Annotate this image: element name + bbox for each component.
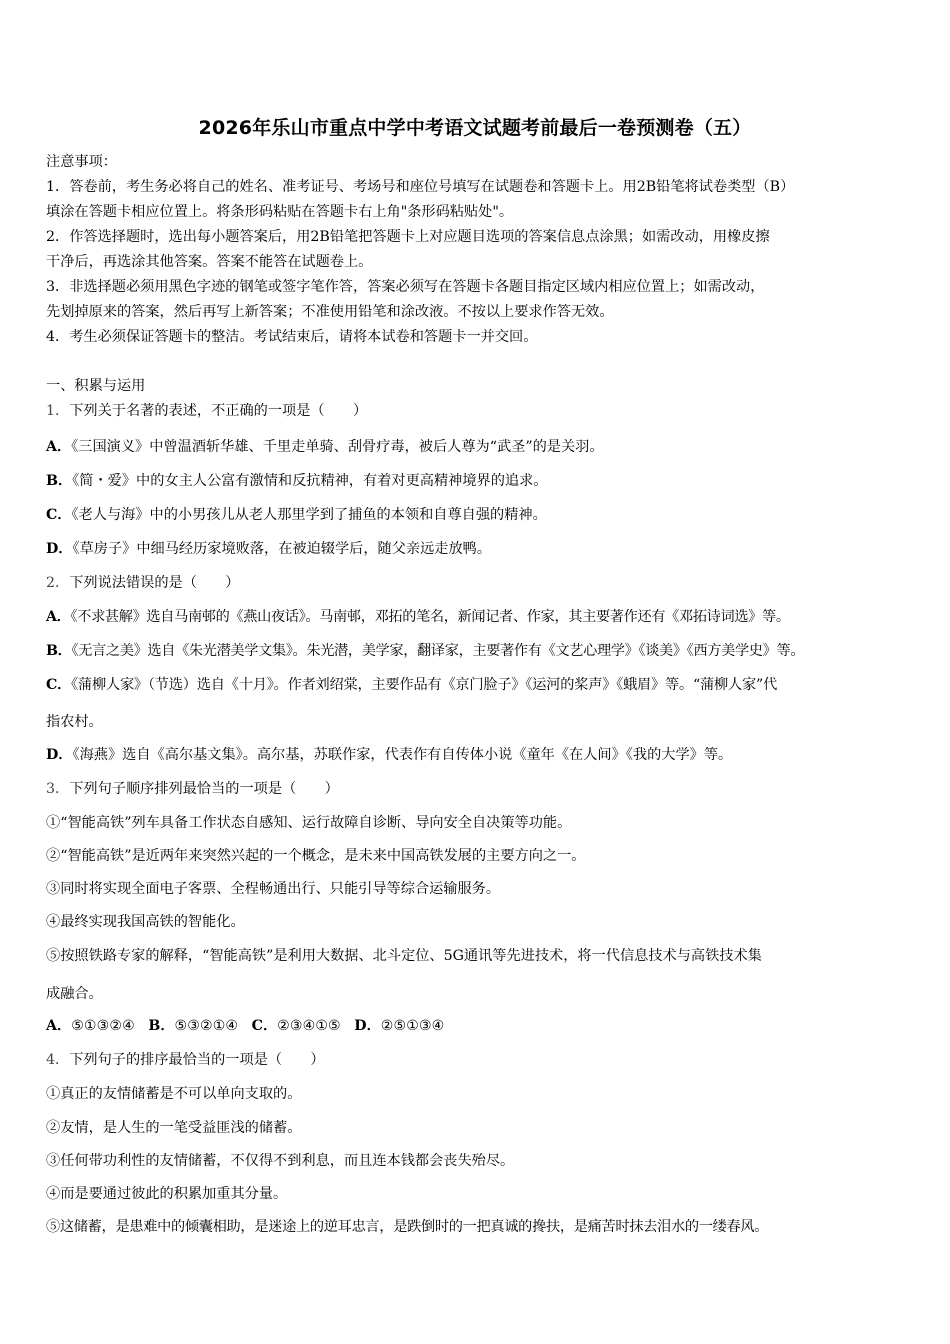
q2-option-d (46, 746, 732, 764)
option-text: 《蒲柳人家》（节选）选自《十月》。作者刘绍棠，主要作品有《京门脸子》《运河的桨声》《蛾眉》等。“蒲柳人家”代 (71, 677, 778, 693)
choice-text: ⑤③②①④ (174, 1018, 239, 1034)
notice-heading: 注意事项： (46, 154, 117, 170)
question-1-stem (46, 402, 367, 420)
option-text: 《海燕》选自《高尔基文集》。高尔基，苏联作家，代表作有自传体小说《童年《在人间》《我的大学》等。 (72, 747, 733, 763)
notice-line-1: 1．答卷前，考生务必将自己的姓名、准考证号、考场号和座位号填写在试题卷和答题卡上。用2B铅笔将试卷类型（B） (46, 179, 795, 195)
option-label: B． (46, 643, 72, 659)
choice-label: C． (251, 1018, 278, 1034)
choice-text: ⑤①③②④ (71, 1018, 135, 1034)
q3-item-1: ①“智能高铁”列车具备工作状态自感知、运行故障自诊断、导向安全自决策等功能。 (46, 815, 572, 831)
option-label: A． (46, 609, 71, 625)
question-text: 下列关于名著的表述，不正确的一项是（ ） (69, 403, 368, 419)
question-number: 1． (46, 403, 70, 419)
q1-option-b (46, 472, 547, 490)
question-number: 2． (46, 575, 70, 591)
notice-line-7: 4．考生必须保证答题卡的整洁。考试结束后，请将本试卷和答题卡一并交回。 (46, 329, 538, 345)
option-text: 《不求甚解》选自马南邨的《燕山夜话》。马南邨，邓拓的笔名，新闻记者、作家，其主要著作还有《邓拓诗词选》等。 (70, 609, 790, 625)
section-heading: 一、积累与运用 (46, 378, 146, 394)
q3-choices (46, 1017, 444, 1035)
option-label: D． (46, 747, 73, 763)
choice-text: ②⑤①③④ (380, 1018, 445, 1034)
notice-line-2: 填涂在答题卡相应位置上。将条形码粘贴在答题卡右上角"条形码粘贴处"。 (46, 204, 514, 220)
option-text: 《三国演义》中曾温酒斩华雄、千里走单骑、刮骨疗毒，被后人尊为“武圣”的是关羽。 (71, 439, 604, 455)
q3-item-5-continued: 成融合。 (46, 986, 103, 1002)
option-label: C． (46, 507, 72, 523)
question-number: 4． (46, 1052, 70, 1068)
q1-option-a (46, 438, 604, 456)
notice-line-6: 先划掉原来的答案，然后再写上新答案；不准使用铅笔和涂改液。不按以上要求作答无效。 (46, 304, 614, 320)
question-text: 下列句子的排序最恰当的一项是（ ） (69, 1052, 325, 1068)
q3-item-2: ②“智能高铁”是近两年来突然兴起的一个概念，是未来中国高铁发展的主要方向之一。 (46, 848, 586, 864)
option-label: B． (46, 473, 73, 489)
option-text: 《无言之美》选自《朱光潜美学文集》。朱光潜，美学家，翻译家，主要著作有《文艺心理学》《谈美》《西方美学史》等。 (71, 643, 805, 659)
q1-option-c (46, 506, 547, 524)
option-label: D． (46, 541, 73, 557)
notice-line-5: 3．非选择题必须用黑色字迹的钢笔或签字笔作答，答案必须写在答题卡各题目指定区域内相应位置上；如需改动， (46, 279, 765, 295)
option-text: 《老人与海》中的小男孩儿从老人那里学到了捕鱼的本领和自尊自强的精神。 (71, 507, 547, 523)
choice-label: A． (46, 1018, 72, 1034)
question-2-stem (46, 574, 239, 592)
choice-label: B． (148, 1018, 175, 1034)
q1-option-d (46, 540, 491, 558)
notice-line-3: 2．作答选择题时，选出每小题答案后，用2B铅笔把答题卡上对应题目选项的答案信息点涂黑；如需改动，用橡皮擦 (46, 229, 770, 245)
question-text: 下列说法错误的是（ ） (69, 575, 240, 591)
q2-option-c (46, 676, 777, 694)
page-title: 2026年乐山市重点中学中考语文试题考前最后一卷预测卷（五） (198, 117, 752, 139)
question-4-stem (46, 1051, 325, 1069)
q4-item-4: ④而是要通过彼此的积累加重其分量。 (46, 1186, 288, 1202)
question-text: 下列句子顺序排列最恰当的一项是（ ） (69, 781, 339, 797)
q3-item-3: ③同时将实现全面电子客票、全程畅通出行、只能引导等综合运输服务。 (46, 881, 501, 897)
option-text: 《草房子》中细马经历家境败落，在被迫辍学后，随父亲远走放鸭。 (72, 541, 492, 557)
choice-text: ②③④①⑤ (277, 1018, 341, 1034)
q3-item-5: ⑤按照铁路专家的解释，“智能高铁”是利用大数据、北斗定位、5G通讯等先进技术，将一代信息技术与高铁技术集 (46, 948, 762, 964)
q2-option-b (46, 642, 804, 660)
option-label: A． (46, 439, 72, 455)
q4-item-5: ⑤这储蓄，是患难中的倾囊相助，是迷途上的逆耳忠言，是跌倒时的一把真诚的搀扶，是痛苦时抹去泪水的一缕春风。 (46, 1219, 769, 1235)
q4-item-3: ③任何带功利性的友情储蓄，不仅得不到利息，而且连本钱都会丧失殆尽。 (46, 1153, 515, 1169)
q2-option-c-continued: 指农村。 (46, 714, 103, 730)
q3-item-4: ④最终实现我国高铁的智能化。 (46, 914, 245, 930)
option-label: C． (46, 677, 72, 693)
question-3-stem (46, 780, 339, 798)
notice-line-4: 干净后，再选涂其他答案。答案不能答在试题卷上。 (46, 254, 373, 270)
q2-option-a (46, 608, 790, 626)
q4-item-1: ①真正的友情储蓄是不可以单向支取的。 (46, 1086, 302, 1102)
q4-item-2: ②友情，是人生的一笔受益匪浅的储蓄。 (46, 1120, 302, 1136)
choice-label: D． (354, 1018, 381, 1034)
question-number: 3． (46, 781, 70, 797)
option-text: 《简・爱》中的女主人公富有激情和反抗精神，有着对更高精神境界的追求。 (72, 473, 548, 489)
